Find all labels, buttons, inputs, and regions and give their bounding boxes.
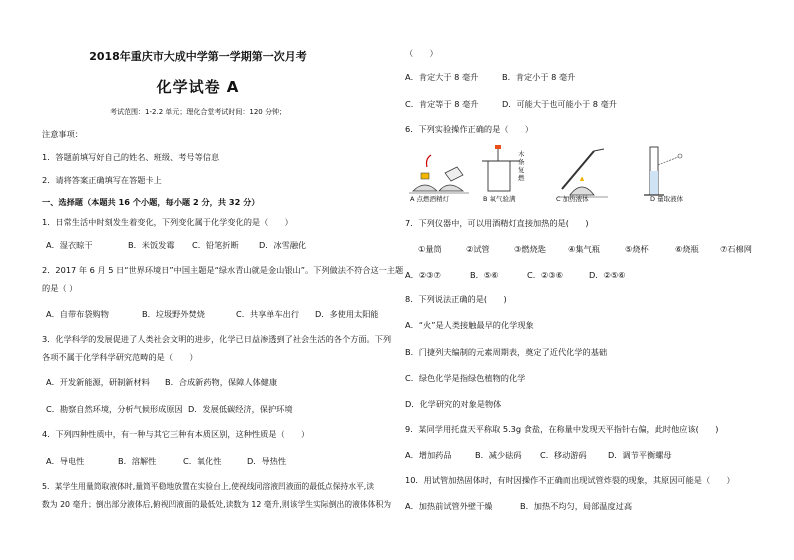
- q9-option-b: B．减少砝码: [475, 450, 522, 460]
- q5-option-d: D．可能大于也可能小于 8 毫升: [502, 99, 617, 109]
- q1-stem: 1．日常生活中时刻发生着变化，下列变化属于化学变化的是（ ）: [42, 217, 293, 227]
- q5-stem-line3: （ ）: [405, 48, 438, 58]
- lamp-left: [413, 185, 437, 191]
- label-char-1: 木: [518, 150, 525, 158]
- q7-option-b: B．⑤⑥: [470, 270, 499, 280]
- q7-item-5: ⑤烧杯: [625, 244, 649, 254]
- caption-a: A 点燃酒精灯: [410, 195, 450, 203]
- caption-c: C 加热液体: [556, 195, 589, 203]
- q9-stem: 9．某同学用托盘天平称取 5.3g 食盐，在称量中发现天平指针右偏，此时他应该( ): [405, 424, 719, 434]
- caption-d: D 量取液体: [650, 195, 684, 203]
- q7-item-6: ⑥烧瓶: [675, 244, 699, 254]
- note-2: 2．请将答案正确填写在答题卡上: [42, 175, 162, 185]
- note-1: 1．答题前填写好自己的姓名、班级、考号等信息: [42, 152, 220, 162]
- q7-item-1: ①量筒: [418, 244, 442, 254]
- q4-option-c: C．氧化性: [183, 456, 222, 466]
- q7-option-a: A．②③⑦: [405, 270, 441, 280]
- q7-item-7: ⑦石棉网: [720, 244, 752, 254]
- q4-option-b: B．溶解性: [118, 456, 157, 466]
- q3-option-a: A．开发新能源，研制新材料: [46, 377, 150, 387]
- q7-stem: 7．下列仪器中，可以用酒精灯直接加热的是( ): [405, 218, 589, 228]
- q4-option-a: A．导电性: [46, 456, 85, 466]
- q5-option-c: C．肯定等于 8 毫升: [405, 99, 479, 109]
- q2-option-d: D．多使用太阳能: [315, 309, 379, 319]
- q7-option-c: C．②③⑥: [527, 270, 563, 280]
- figure-b-label: [518, 150, 525, 182]
- flame: [421, 173, 429, 179]
- q7-option-d: D．②⑤⑥: [589, 270, 626, 280]
- q1-option-c: C．铅笔折断: [192, 240, 239, 250]
- q6-stem: 6．下列实验操作正确的是（ ）: [405, 124, 534, 134]
- label-char-2: 条: [518, 158, 525, 166]
- paper-title: 化学试卷 A: [156, 78, 240, 96]
- exam-title: 2018年重庆市大成中学第一学期第一次月考: [89, 50, 307, 63]
- section-heading: 一、选择题（本题共 16 个小题，每小题 2 分，共 32 分）: [42, 197, 260, 207]
- q5-stem-line1: 5．某学生用量筒取液体时,量筒平稳地放置在实验台上,使视线同溶液凹液面的最低点保持水平,读: [42, 482, 375, 491]
- q3-option-c: C．勘察自然环境，分析气候形成原因: [46, 404, 183, 414]
- q1-option-d: D．冰雪融化: [259, 240, 307, 250]
- q1-option-a: A．湿衣晾干: [46, 240, 93, 250]
- q9-option-c: C．移动游码: [540, 450, 587, 460]
- q4-option-d: D．导热性: [247, 456, 287, 466]
- caption-b: B 氧气验满: [483, 195, 516, 203]
- q10-option-a: A．加热前试管外壁干燥: [405, 501, 493, 511]
- q8-option-d: D．化学研究的对象是物体: [405, 399, 502, 409]
- q3-option-d: D．发展低碳经济，保护环境: [188, 404, 293, 414]
- q8-stem: 8．下列说法正确的是( ): [405, 294, 507, 304]
- q1-option-b: B．米饭发霉: [128, 240, 175, 250]
- q4-stem: 4．下列四种性质中，有一种与其它三种有本质区别，这种性质是（ ）: [42, 429, 310, 439]
- q2-stem-line1: 2．2017 年 6 月 5 日“世界环境日”中国主题是“绿水青山就是金山银山”。下列做法不符合这一主题: [42, 265, 404, 275]
- q5-option-b: B．肯定小于 8 毫升: [502, 72, 576, 82]
- q2-option-c: C．共享单车出行: [236, 309, 300, 319]
- label-char-3: 复: [518, 166, 525, 174]
- label-char-4: 燃: [518, 174, 525, 182]
- q2-option-a: A．自带布袋购物: [46, 309, 109, 319]
- tilted-lamp: [445, 167, 463, 181]
- q2-option-b: B．垃圾野外焚烧: [142, 309, 205, 319]
- q7-item-4: ④集气瓶: [568, 244, 600, 254]
- q7-item-2: ②试管: [466, 244, 490, 254]
- q8-option-b: B．门捷列夫编制的元素周期表，奠定了近代化学的基础: [405, 347, 608, 357]
- q10-stem: 10．用试管加热固体时，有时因操作不正确而出现试管炸裂的现象，其原因可能是（ ）: [405, 475, 735, 485]
- q2-stem-line2: 的是（ ）: [42, 283, 78, 293]
- q5-option-a: A．肯定大于 8 毫升: [405, 72, 479, 82]
- q9-option-a: A．增加药品: [405, 450, 452, 460]
- q7-item-3: ③燃烧匙: [514, 244, 546, 254]
- q3-stem-line2: 各项不属于化学科学研究范畴的是（ ）: [42, 352, 198, 362]
- q10-option-b: B．加热不均匀，局部温度过高: [520, 501, 633, 511]
- q3-stem-line1: 3．化学科学的发展促进了人类社会文明的进步，化学已日益渗透到了社会生活的各个方面。下列: [42, 334, 392, 344]
- q9-option-d: D．调节平衡螺母: [608, 450, 672, 460]
- q5-stem-line2: 数为 20 毫升；倒出部分液体后,俯视凹液面的最低处,读数为 12 毫升,则该学生实际倒出的液体体积为: [42, 500, 392, 509]
- q3-option-b: B．合成新药物，保障人体健康: [165, 377, 278, 387]
- exam-scope: 考试范围：1-2.2 单元；理化合堂考试时间：120 分钟；: [110, 108, 286, 116]
- q8-option-c: C．绿色化学是指绿色植物的化学: [405, 373, 526, 383]
- q8-option-a: A．“火”是人类接触最早的化学现象: [405, 320, 534, 330]
- notes-heading: 注意事项：: [42, 129, 83, 139]
- lamp-right: [439, 185, 463, 191]
